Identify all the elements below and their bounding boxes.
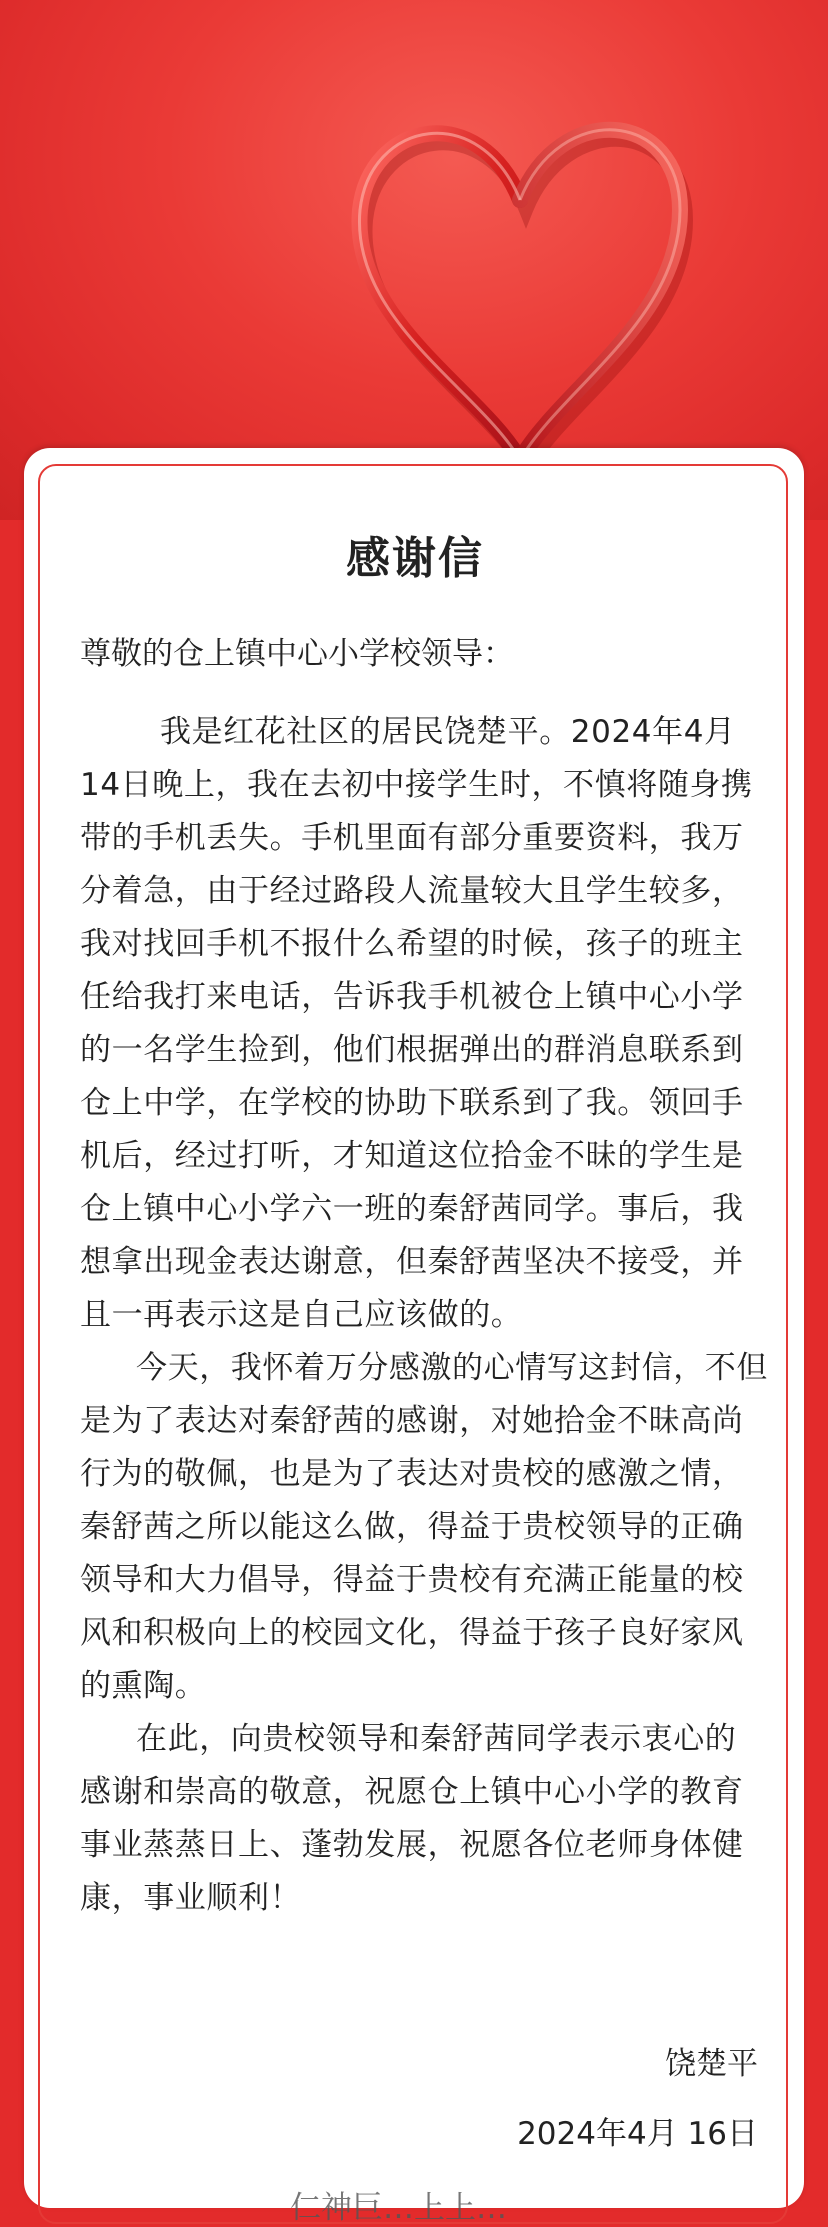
letter-border <box>38 464 788 2224</box>
paper-heart-icon <box>330 60 710 480</box>
paragraph-1: 我是红花社区的居民饶楚平。2024年4月14日晚上，我在去初中接学生时，不慎将随身携带的手机丢失。手机里面有部分重要资料，我万分着急，由于经过路段人流量较大且学生较多，我对找回手机不报什么希望的时候，孩子的班主任给我打来电话，告诉我手机被仓上镇中心小学的一名学生捡到，他们根据弹出的群消息联系到仓上中学，在学校的协助下联系到了我。领回手机后，经过打听，才知道这位拾金不昧的学生是仓上镇中心小学六一班的秦舒茜同学。事后，我想拿出现金表达谢意，但秦舒茜坚决不接受，并且一再表示这是自己应该做的。 <box>80 714 753 1333</box>
cut-off-text: 仁神巨…上上… <box>290 2190 507 2226</box>
letter-card <box>24 448 804 2226</box>
letter-date: 2024年4月 16日 <box>517 2116 758 2152</box>
letter-body <box>80 706 770 1925</box>
letter-title: 感谢信 <box>346 533 484 584</box>
letter-signature: 饶楚平 <box>665 2046 758 2082</box>
paragraph-2: 今天，我怀着万分感激的心情写这封信，不但是为了表达对秦舒茜的感谢，对她拾金不昧高尚行为的敬佩，也是为了表达对贵校的感激之情，秦舒茜之所以能这么做，得益于贵校领导的正确领导和大力倡导，得益于贵校有充满正能量的校风和积极向上的校园文化，得益于孩子良好家风的熏陶。 <box>80 1350 768 1704</box>
header-banner <box>0 0 828 520</box>
letter-greeting: 尊敬的仓上镇中心小学校领导： <box>80 636 514 672</box>
paragraph-3: 在此，向贵校领导和秦舒茜同学表示衷心的 感谢和崇高的敬意，祝愿仓上镇中心小学的教育事业蒸蒸日上、蓬勃发展，祝愿各位老师身体健康，事业顺利！ <box>80 1721 744 1916</box>
